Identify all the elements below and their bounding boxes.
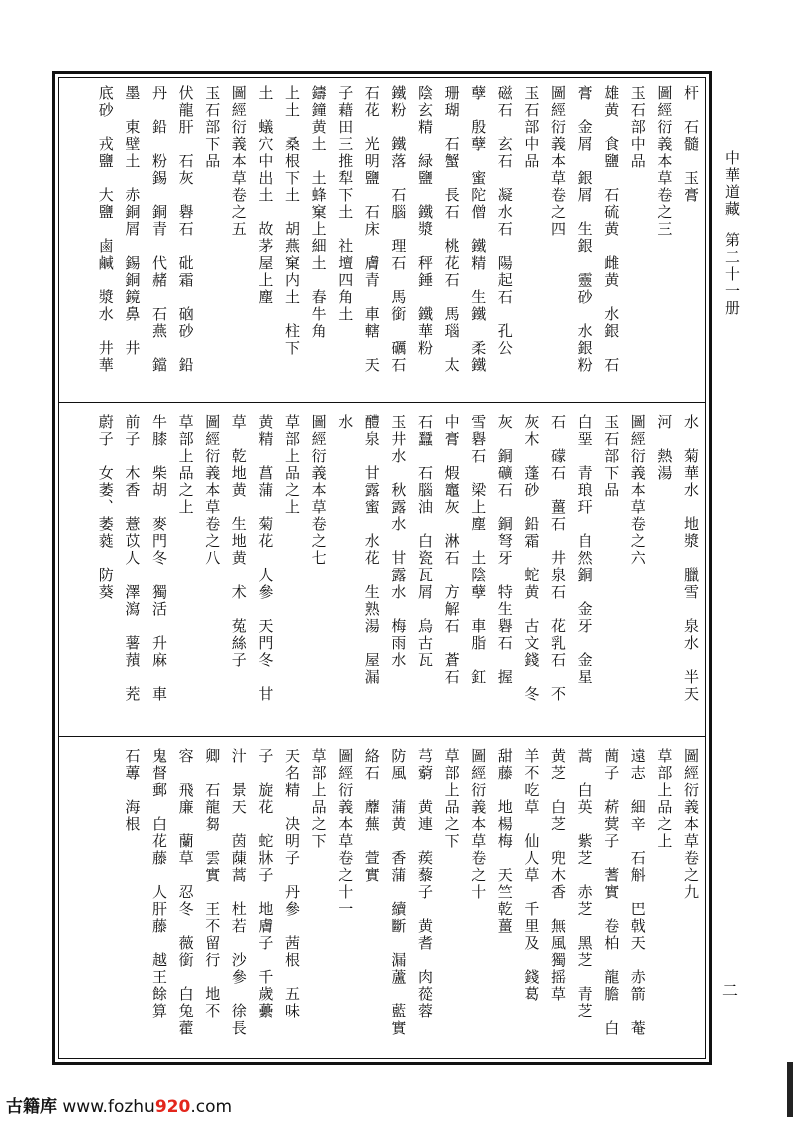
block-bottom-column: 鬼督郵 白花藤 人肝藤 越王餘算 <box>150 748 168 1020</box>
block-middle-column: 河 熱湯 <box>655 414 674 482</box>
block-bottom-column: 防風 蒲黄 香蒲 續斷 漏蘆 藍實 <box>389 748 408 1037</box>
block-middle-column: 圖經衍義本草卷之六 <box>628 414 647 567</box>
footer-watermark <box>6 1092 232 1117</box>
block-bottom-column: 圖經衍義本草卷之十一 <box>336 748 355 918</box>
block-middle-column: 雪礜石 梁上塵 土陰孽 車脂 釭 <box>469 414 488 686</box>
block-middle-column: 中膏 煆竈灰 淋石 方解石 蒼石 <box>442 414 461 686</box>
footer-url-suffix: .com <box>190 1097 233 1117</box>
block-middle-column: 石 礞石 薑石 井泉石 花乳石 不 <box>549 414 567 703</box>
block-bottom-column: 甜藤 地楊梅 天竺乾薑 <box>495 748 514 935</box>
footer-url-number: 920 <box>154 1097 191 1117</box>
block-bottom-column: 容 飛廉 蘭草 忍冬 薇銜 白兔藿 <box>176 748 195 1037</box>
block-top-column: 杆 石髓 玉膏 <box>682 85 700 204</box>
block-bottom-column: 蒿 白英 紫芝 赤芝 黑芝 青芝 <box>575 748 594 1020</box>
footer-site-name: 古籍库 <box>6 1097 57 1117</box>
block-middle-column: 玉石部下品 <box>602 414 621 499</box>
block-bottom-column: 遠志 細辛 石斛 巴戟天 赤箭 菴 <box>628 748 647 1037</box>
block-middle-column: 草部上品之上 <box>283 414 301 516</box>
block-bottom-column: 羊不吃草 仙人草 千里及 錢葛 <box>522 748 541 1003</box>
block-bottom-column: 絡石 蘼蕪 萱實 <box>362 748 381 884</box>
block-middle-column: 草 乾地黄 生地黄 术 菟絲子 <box>229 414 248 669</box>
block-top-column: 膏 金屑 銀屑 生銀 靈砂 水銀粉 <box>575 85 594 374</box>
block-middle-column: 白堊 青琅玕 自然銅 金牙 金星 <box>575 414 594 686</box>
block-bottom-column: 石蓴 海根 <box>123 748 142 833</box>
block-top-column: 圖經衍義本草卷之三 <box>655 85 674 238</box>
block-middle-column: 前子 木香 薏苡人 澤瀉 薯蕷 茺 <box>123 414 142 703</box>
block-bottom-column: 黄芝 白芝 兜木香 無風獨摇草 <box>549 748 567 1003</box>
block-bottom-column: 草部上品之上 <box>655 748 674 850</box>
block-top-column: 珊瑚 石蟹 長石 桃花石 馬瑙 太 <box>442 85 461 374</box>
block-middle-column: 玉井水 秋露水 甘露水 梅雨水 <box>389 414 408 669</box>
block-top-column: 伏龍肝 石灰 礜石 砒霜 硇砂 鉛 <box>176 85 195 374</box>
block-top-column: 玉石部中品 <box>628 85 647 170</box>
series-title: 中華道藏 <box>723 150 741 218</box>
block-middle-column: 蔚子 女萎、萎蕤 防葵 <box>96 414 115 601</box>
block-middle-column: 圖經衍義本草卷之七 <box>309 414 328 567</box>
footer-url-prefix: www.fozhu <box>62 1097 155 1117</box>
block-middle-column: 水 <box>336 414 355 431</box>
block-middle-column: 石蠶 石腦油 白瓷瓦屑 烏古瓦 <box>416 414 434 669</box>
block-top-column: 磁石 玄石 凝水石 陽起石 孔公 <box>495 85 514 357</box>
page-number: 二 <box>722 981 739 1000</box>
block-bottom-column: 子 旋花 蛇牀子 地膚子 千歲虆 <box>256 748 275 1020</box>
block-middle-column: 醴泉 甘露蜜 水花 生熟湯 屋漏 <box>362 414 381 686</box>
block-top-column: 子藉田三推犁下土 社壇四角土 <box>336 85 355 323</box>
block-middle-column: 水 菊華水 地漿 臘雪 泉水 半天 <box>682 414 700 703</box>
block-top-column: 墨 東壁土 赤銅屑 錫銅鏡鼻 井 <box>123 85 142 357</box>
block-top-column: 上土 桑根下土 胡燕窠内土 柱下 <box>283 85 301 357</box>
block-middle-column: 黄精 菖蒲 菊花 人參 天門冬 甘 <box>256 414 275 703</box>
block-top-column: 土 蟻穴中出土 故茅屋上塵 <box>256 85 275 306</box>
block-bottom-column: 圖經衍義本草卷之九 <box>682 748 700 901</box>
block-bottom-column: 汁 景天 茵蔯蒿 杜若 沙參 徐長 <box>229 748 248 1037</box>
block-top-column: 孽 殷孽 蜜陀僧 鐵精 生鐵 柔鐵 <box>469 85 488 374</box>
block-middle-column: 灰 銅礦石 銅弩牙 特生礜石 握 <box>495 414 514 686</box>
block-bottom-column: 蕳子 菥蓂子 蓍實 卷柏 龍膽 白 <box>602 748 621 1037</box>
block-bottom-column: 天名精 决明子 丹參 茜根 五味 <box>283 748 301 1020</box>
block-bottom-column: 芎藭 黄連 蒺藜子 黄耆 肉蓯蓉 <box>416 748 434 1020</box>
block-bottom-column: 草部上品之下 <box>442 748 461 850</box>
block-middle-column: 灰木 蓬砂 鉛霜 蛇黄 古文錢 冬 <box>522 414 541 703</box>
block-top-column: 雄黄 食鹽 石硫黄 雌黄 水銀 石 <box>602 85 621 374</box>
block-middle-column: 牛膝 柴胡 麥門冬 獨活 升麻 車 <box>150 414 168 703</box>
block-top-column: 鐵粉 鐵落 石腦 理石 馬銜 礪石 <box>389 85 408 374</box>
block-bottom-column: 圖經衍義本草卷之十 <box>469 748 488 901</box>
page-edge-mark <box>787 1062 793 1117</box>
block-middle-column: 圖經衍義本草卷之八 <box>203 414 222 567</box>
block-top-column: 陰玄精 緑鹽 鐵漿 秤錘 鐵華粉 <box>416 85 434 357</box>
volume-label: 第二十一册 <box>723 232 741 317</box>
block-top-column: 圖經衍義本草卷之四 <box>549 85 567 238</box>
block-top-column: 玉石部下品 <box>203 85 222 170</box>
divider-2 <box>58 736 706 737</box>
block-top-column: 玉石部中品 <box>522 85 541 170</box>
block-top-column: 底砂 戎鹽 大鹽 鹵鹹 漿水 井華 <box>96 85 115 374</box>
block-bottom-column: 草部上品之下 <box>309 748 328 850</box>
divider-1 <box>58 402 706 403</box>
block-top-column: 丹 鉛 粉錫 銅青 代赭 石燕 鐺 <box>150 85 168 374</box>
block-bottom-column: 卿 石龍芻 雲實 王不留行 地不 <box>203 748 222 1020</box>
block-top-column: 鑄鐘黄土 土蜂窠上細土 春牛角 <box>309 85 328 340</box>
block-top-column: 圖經衍義本草卷之五 <box>229 85 248 238</box>
block-middle-column: 草部上品之上 <box>176 414 195 516</box>
block-top-column: 石花 光明鹽 石床 膚青 車轄 天 <box>362 85 381 374</box>
